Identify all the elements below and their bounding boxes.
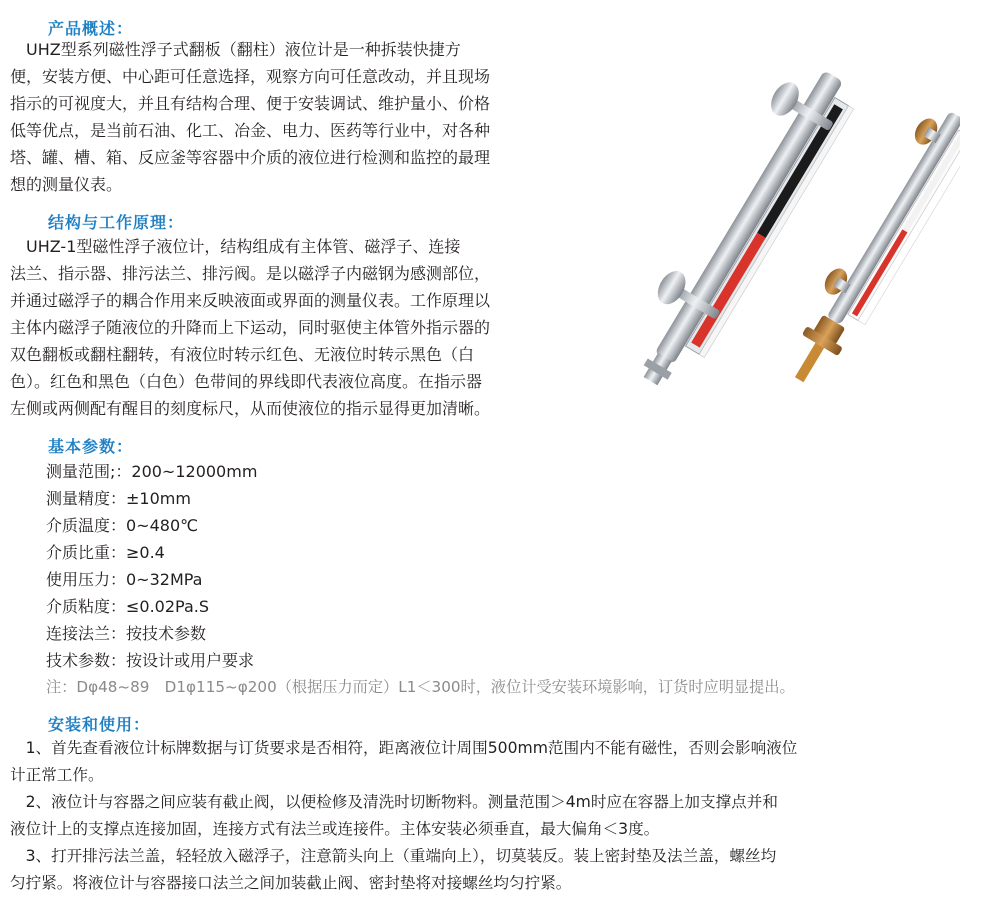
param-item: 测量范围;：200~12000mm xyxy=(46,462,258,481)
overview-line: 便，安装方便、中心距可任意选择，观察方向可任意改动，并且现场 xyxy=(10,67,491,86)
overview-line: 想的测量仪表。 xyxy=(10,175,123,194)
overview-line: 低等优点，是当前石油、化工、冶金、电力、医药等行业中，对各种 xyxy=(10,121,491,140)
usage-line: 1、首先查看液位计标牌数据与订货要求是否相符，距离液位计周围500mm范围内不能有磁性，否则会影响液位 xyxy=(10,739,798,757)
principle-line: 双色翻板或翻柱翻转，有液位时转示红色、无液位时转示黑色（白 xyxy=(10,345,475,364)
param-item: 技术参数：按设计或用户要求 xyxy=(46,651,255,670)
principle-line: 法兰、指示器、排污法兰、排污阀。是以磁浮子内磁钢为感测部位， xyxy=(10,264,491,283)
principle-line: 主体内磁浮子随液位的升降而上下运动，同时驱使主体管外指示器的 xyxy=(10,318,491,337)
overview-heading: 产品概述： xyxy=(48,19,134,38)
principle-line: 色）。红色和黑色（白色）色带间的界线即代表液位高度。在指示器 xyxy=(10,372,483,391)
param-item: 介质粘度：≤0.02Pa.S xyxy=(46,597,210,616)
param-item: 测量精度：±10mm xyxy=(46,489,191,508)
params-heading: 基本参数： xyxy=(48,437,134,456)
param-item: 介质比重：≥0.4 xyxy=(46,543,165,562)
level-gauge-illustration xyxy=(628,66,960,426)
param-item: 使用压力：0~32MPa xyxy=(46,570,203,589)
param-item: 连接法兰：按技术参数 xyxy=(46,624,207,643)
principle-line: 并通过磁浮子的耦合作用来反映液面或界面的测量仪表。工作原理以 xyxy=(10,291,491,310)
usage-line: 计正常工作。 xyxy=(10,766,104,784)
usage-heading: 安装和使用： xyxy=(48,715,151,734)
overview-line: UHZ型系列磁性浮子式翻板（翻柱）液位计是一种拆装快捷方 xyxy=(10,40,461,59)
usage-line: 3、打开排污法兰盖，轻轻放入磁浮子，注意箭头向上（重端向上），切莫装反。装上密封垫及法兰盖，螺丝均 xyxy=(10,847,777,865)
principle-heading: 结构与工作原理： xyxy=(48,213,185,232)
principle-line: 左侧或两侧配有醒目的刻度标尺，从而使液位的指示显得更加清晰。 xyxy=(10,399,491,418)
usage-line: 液位计上的支撑点连接加固，连接方式有法兰或连接件。主体安装必须垂直，最大偏角＜3度。 xyxy=(10,820,660,838)
params-note: 注：Dφ48~89 D1φ115~φ200（根据压力而定）L1＜300时，液位计受安装环境影响，订货时应明显提出。 xyxy=(46,678,795,696)
overview-line: 塔、罐、槽、箱、反应釜等容器中介质的液位进行检测和监控的最理 xyxy=(10,148,491,167)
principle-line: UHZ-1型磁性浮子液位计，结构组成有主体管、磁浮子、连接 xyxy=(10,237,461,256)
usage-line: 2、液位计与容器之间应装有截止阀，以便检修及清洗时切断物料。测量范围＞4m时应在容器上加支撑点并和 xyxy=(10,793,778,811)
usage-line: 匀拧紧。将液位计与容器接口法兰之间加装截止阀、密封垫将对接螺丝均匀拧紧。 xyxy=(10,874,572,892)
param-item: 介质温度：0~480℃ xyxy=(46,516,199,535)
overview-line: 指示的可视度大，并且有结构合理、便于安装调试、维护量小、价格 xyxy=(10,94,491,113)
